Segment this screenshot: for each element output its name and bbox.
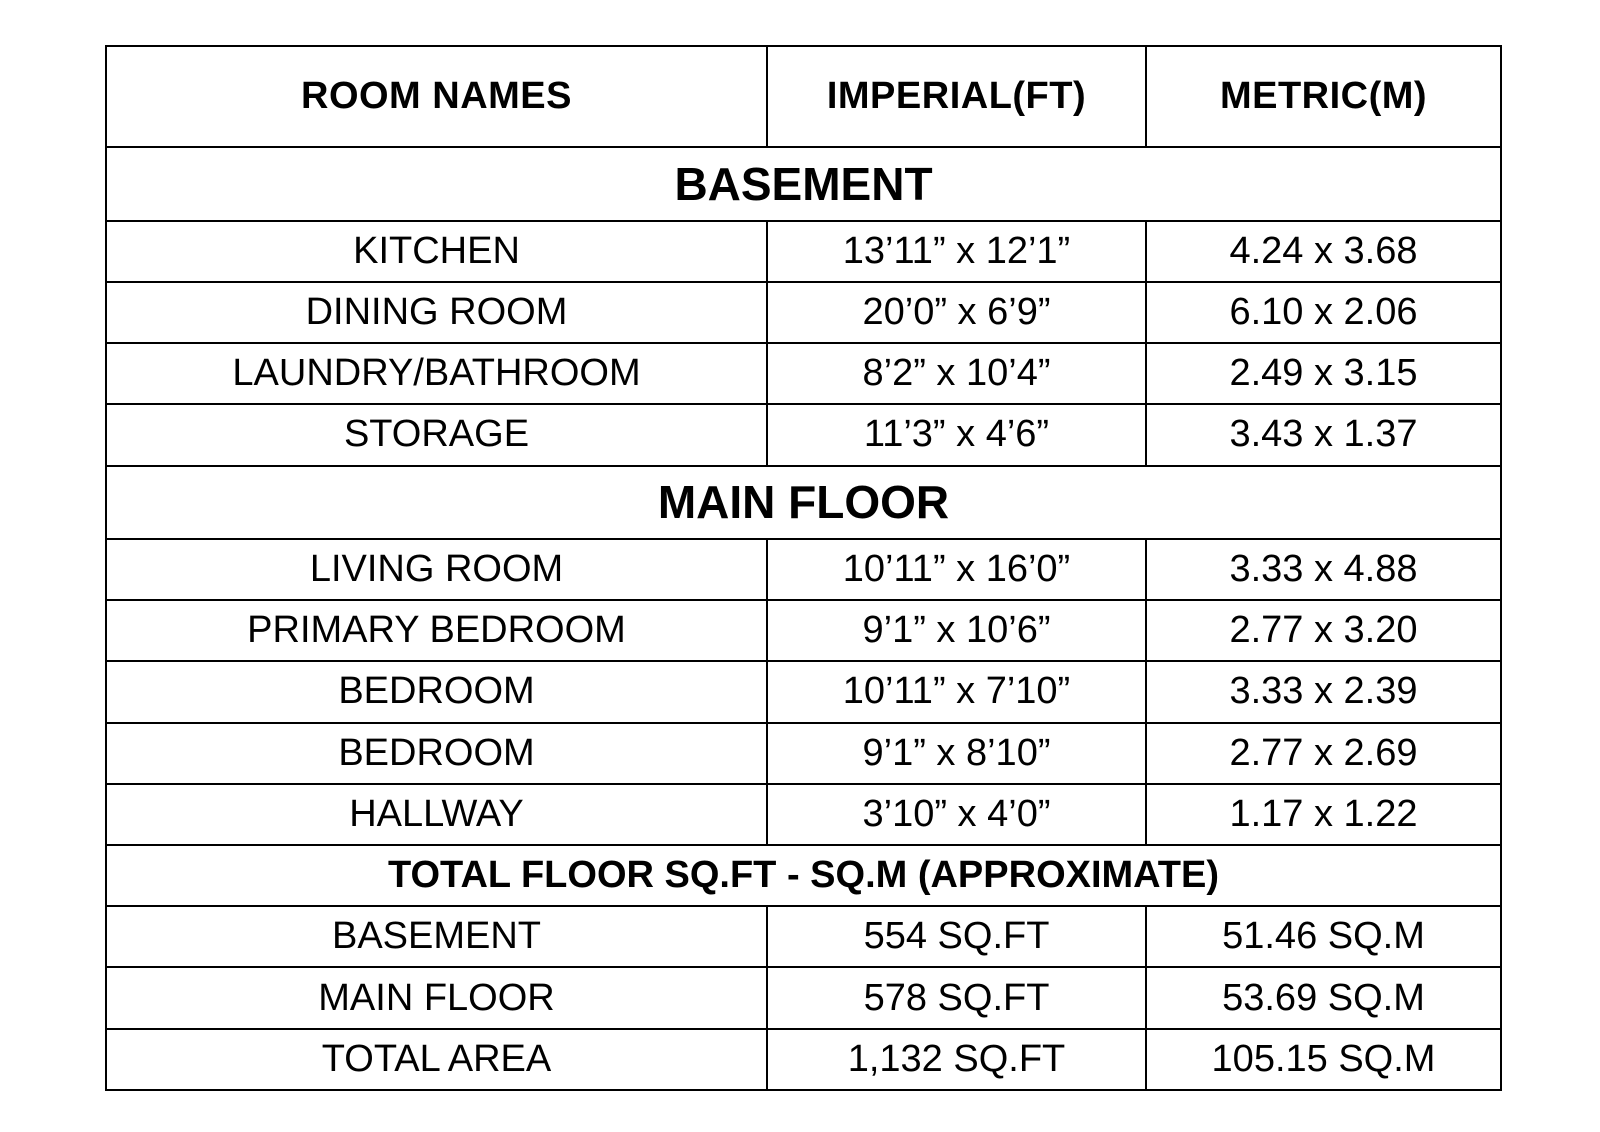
header-metric: METRIC(M) bbox=[1146, 46, 1501, 147]
metric-cell: 4.24 x 3.68 bbox=[1146, 221, 1501, 282]
metric-cell: 2.77 x 3.20 bbox=[1146, 600, 1501, 661]
section-title-basement: BASEMENT bbox=[106, 147, 1501, 220]
metric-cell: 6.10 x 2.06 bbox=[1146, 282, 1501, 343]
section-row-basement bbox=[106, 147, 1501, 220]
imperial-cell: 11’3” x 4’6” bbox=[767, 404, 1146, 465]
table-row bbox=[106, 661, 1501, 722]
room-name-cell: LAUNDRY/BATHROOM bbox=[106, 343, 767, 404]
room-name-cell: BEDROOM bbox=[106, 661, 767, 722]
imperial-cell: 10’11” x 7’10” bbox=[767, 661, 1146, 722]
header-room-names: ROOM NAMES bbox=[106, 46, 767, 147]
imperial-cell: 13’11” x 12’1” bbox=[767, 221, 1146, 282]
section-title-totals: TOTAL FLOOR SQ.FT - SQ.M (APPROXIMATE) bbox=[106, 845, 1501, 906]
imperial-cell: 9’1” x 8’10” bbox=[767, 723, 1146, 784]
area-name-cell: MAIN FLOOR bbox=[106, 967, 767, 1028]
metric-cell: 2.49 x 3.15 bbox=[1146, 343, 1501, 404]
metric-cell: 2.77 x 2.69 bbox=[1146, 723, 1501, 784]
imperial-area-cell: 578 SQ.FT bbox=[767, 967, 1146, 1028]
room-dimensions-table bbox=[105, 45, 1502, 1091]
imperial-area-cell: 554 SQ.FT bbox=[767, 906, 1146, 967]
section-title-main-floor: MAIN FLOOR bbox=[106, 466, 1501, 539]
room-name-cell: HALLWAY bbox=[106, 784, 767, 845]
table-row bbox=[106, 1029, 1501, 1090]
room-name-cell: LIVING ROOM bbox=[106, 539, 767, 600]
table-row bbox=[106, 784, 1501, 845]
metric-cell: 1.17 x 1.22 bbox=[1146, 784, 1501, 845]
room-name-cell: DINING ROOM bbox=[106, 282, 767, 343]
table-header-row bbox=[106, 46, 1501, 147]
room-name-cell: PRIMARY BEDROOM bbox=[106, 600, 767, 661]
room-name-cell: BEDROOM bbox=[106, 723, 767, 784]
metric-area-cell: 51.46 SQ.M bbox=[1146, 906, 1501, 967]
metric-cell: 3.43 x 1.37 bbox=[1146, 404, 1501, 465]
section-row-totals bbox=[106, 845, 1501, 906]
metric-cell: 3.33 x 4.88 bbox=[1146, 539, 1501, 600]
table-row bbox=[106, 723, 1501, 784]
imperial-cell: 8’2” x 10’4” bbox=[767, 343, 1146, 404]
table-row bbox=[106, 282, 1501, 343]
metric-area-cell: 105.15 SQ.M bbox=[1146, 1029, 1501, 1090]
imperial-cell: 9’1” x 10’6” bbox=[767, 600, 1146, 661]
table-row bbox=[106, 967, 1501, 1028]
table-row bbox=[106, 600, 1501, 661]
metric-cell: 3.33 x 2.39 bbox=[1146, 661, 1501, 722]
table-row bbox=[106, 404, 1501, 465]
header-imperial: IMPERIAL(FT) bbox=[767, 46, 1146, 147]
room-name-cell: STORAGE bbox=[106, 404, 767, 465]
room-name-cell: KITCHEN bbox=[106, 221, 767, 282]
imperial-cell: 10’11” x 16’0” bbox=[767, 539, 1146, 600]
table-row bbox=[106, 343, 1501, 404]
imperial-cell: 3’10” x 4’0” bbox=[767, 784, 1146, 845]
area-name-cell: BASEMENT bbox=[106, 906, 767, 967]
imperial-cell: 20’0” x 6’9” bbox=[767, 282, 1146, 343]
table-row bbox=[106, 221, 1501, 282]
table-row bbox=[106, 906, 1501, 967]
metric-area-cell: 53.69 SQ.M bbox=[1146, 967, 1501, 1028]
imperial-area-cell: 1,132 SQ.FT bbox=[767, 1029, 1146, 1090]
section-row-main-floor bbox=[106, 466, 1501, 539]
area-name-cell: TOTAL AREA bbox=[106, 1029, 767, 1090]
table-row bbox=[106, 539, 1501, 600]
